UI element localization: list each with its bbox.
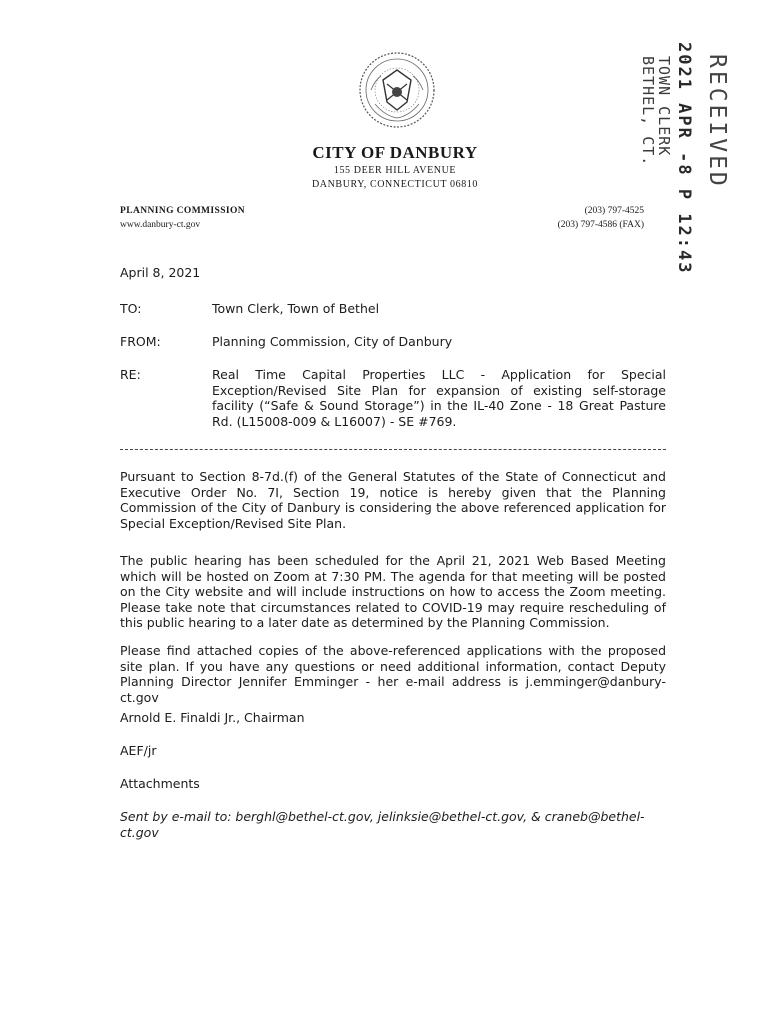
attachments-label: Attachments — [120, 776, 200, 791]
divider-line — [120, 449, 666, 450]
re-subject: Real Time Capital Properties LLC - Application for Special Exception/Revised Site Plan for expansion of existing self-storage facility (“Safe & Sound Storage”) in the IL-40 Zone - 18 Great Pasture Rd. (L15008-009 & L16007) - SE #769. — [212, 367, 666, 429]
stamp-clerk-line1: TOWN CLERK — [655, 56, 673, 157]
stamp-date: 2021 APR -8 P 12:43 — [674, 42, 694, 275]
stamp-clerk — [640, 56, 672, 166]
letter-date: April 8, 2021 — [120, 265, 201, 280]
city-state-address: DANBURY, CONNECTICUT 06810 — [311, 179, 479, 190]
received-stamp: RECEIVED — [704, 54, 730, 189]
sent-by-line: Sent by e-mail to: berghl@bethel-ct.gov, jelinksie@bethel-ct.gov, & craneb@bethel-ct.gov — [120, 809, 645, 840]
signature-line: Arnold E. Finaldi Jr., Chairman — [120, 710, 305, 725]
department-name: PLANNING COMMISSION — [120, 206, 246, 216]
website: www.danbury-ct.gov — [120, 220, 201, 230]
from-value: Planning Commission, City of Danbury — [212, 334, 453, 349]
paragraph-hearing: The public hearing has been scheduled for the April 21, 2021 Web Based Meeting which will be hosted on Zoom at 7:30 PM. The agenda for that meeting will be posted on the City website and will include instructions on how to access the Zoom meeting. Please take note that circumstances related to COVID-19 may require rescheduling of this public hearing to a later date as determined by the Planning Commission. — [120, 553, 666, 631]
phone-number: (203) 797-4525 — [584, 206, 644, 216]
city-seal-icon — [357, 50, 437, 130]
from-label: FROM: — [120, 334, 161, 349]
re-label: RE: — [120, 367, 141, 382]
stamp-clerk-line2: BETHEL, CT. — [639, 56, 657, 167]
paragraph-notice: Pursuant to Section 8-7d.(f) of the General Statutes of the State of Connecticut and Executive Order No. 7I, Section 19, notice is hereby given that the Planning Commission of the City of Danbury is considering the above referenced application for Special Exception/Revised Site Plan. — [120, 469, 666, 531]
typist-initials: AEF/jr — [120, 743, 157, 758]
street-address: 155 DEER HILL AVENUE — [333, 165, 457, 176]
paragraph-contact: Please find attached copies of the above-referenced applications with the proposed site plan. If you have any questions or need additional information, contact Deputy Planning Director Jennifer Emminger - her e-mail address is j.emminger@danbury-ct.gov — [120, 643, 666, 705]
fax-number: (203) 797-4586 (FAX) — [557, 220, 644, 230]
city-name-heading: CITY OF DANBURY — [312, 143, 478, 162]
to-value: Town Clerk, Town of Bethel — [212, 301, 380, 316]
to-label: TO: — [120, 301, 142, 316]
